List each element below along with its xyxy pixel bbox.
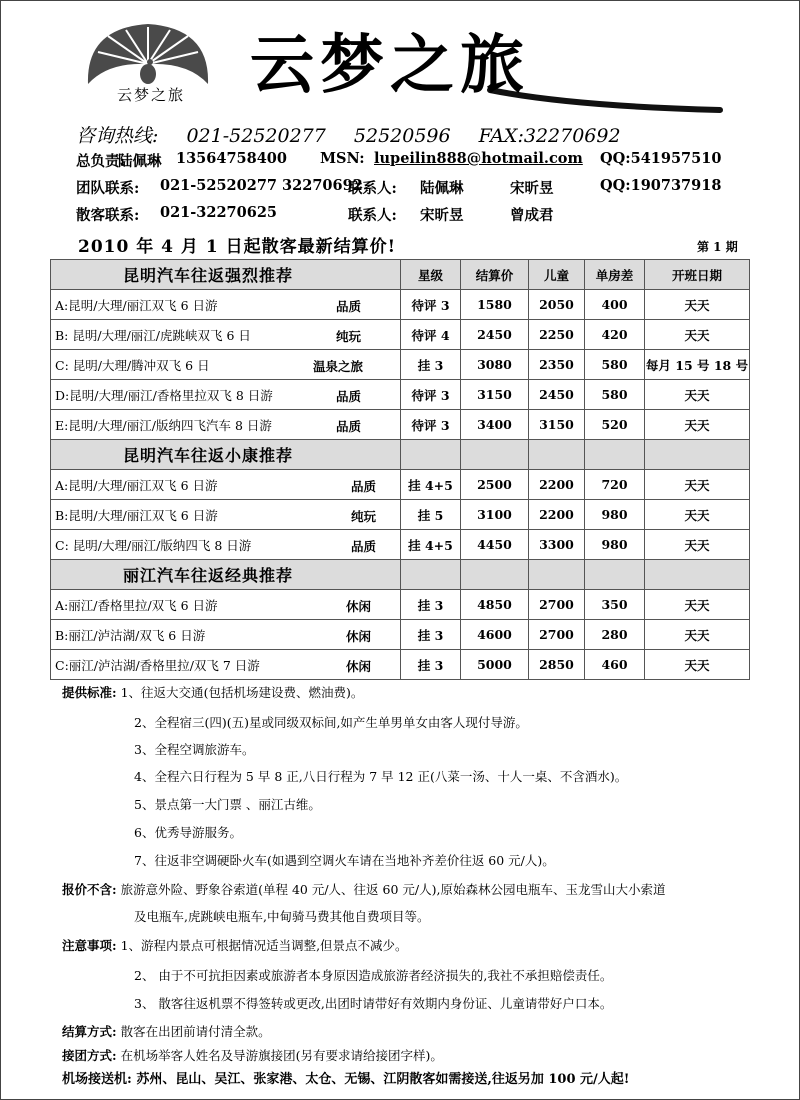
tour-child: 2350	[529, 350, 585, 380]
standard-item: 7、往返非空调硬卧火车(如遇到空调火车请在当地补齐差价往返 60 元/人)。	[134, 853, 555, 868]
tour-single: 420	[585, 320, 645, 350]
tour-child: 2050	[529, 290, 585, 320]
tour-name: B: 昆明/大理/丽江/虎跳峡双飞 6 日	[55, 327, 251, 343]
tour-dates: 天天	[645, 650, 750, 680]
tour-row[interactable]	[51, 620, 750, 650]
section-header-row	[51, 260, 750, 290]
team-contact-person-label: 联系人:	[348, 180, 397, 197]
tour-dates: 天天	[645, 470, 750, 500]
column-header: 单房差	[585, 260, 645, 290]
qq-2: QQ:190737918	[600, 177, 722, 194]
tour-row[interactable]	[51, 650, 750, 680]
attention-item	[62, 936, 408, 954]
standard-label: 提供标准:	[62, 685, 117, 700]
section-header-row	[51, 560, 750, 590]
settle-label: 结算方式:	[62, 1024, 117, 1039]
tour-row[interactable]	[51, 410, 750, 440]
meet-label: 接团方式:	[62, 1048, 117, 1063]
tour-star: 挂 3	[401, 620, 461, 650]
tour-star: 挂 5	[401, 500, 461, 530]
tour-single: 980	[585, 500, 645, 530]
tour-name-cell	[51, 290, 401, 320]
tour-single: 980	[585, 530, 645, 560]
manager-phone[interactable]: 13564758400	[176, 150, 287, 167]
settle-text: 散客在出团前请付清全款。	[120, 1024, 271, 1039]
individual-contact-person-label: 联系人:	[348, 207, 397, 224]
tour-name: C: 昆明/大理/腾冲双飞 6 日	[55, 357, 210, 373]
hotline-number-2[interactable]: 52520596	[353, 125, 451, 147]
tour-name: D:昆明/大理/丽江/香格里拉双飞 8 日游	[55, 387, 273, 403]
tour-name-cell	[51, 500, 401, 530]
attention-item: 3、 散客往返机票不得签转或更改,出团时请带好有效期内身份证、儿童请带好户口本。	[134, 996, 613, 1011]
tour-single: 400	[585, 290, 645, 320]
tour-dates: 天天	[645, 410, 750, 440]
tour-child: 2700	[529, 620, 585, 650]
tour-price: 3100	[461, 500, 529, 530]
standard-item-text: 1、往返大交通(包括机场建设费、燃油费)。	[120, 685, 364, 700]
tour-row[interactable]	[51, 500, 750, 530]
column-header: 儿童	[529, 260, 585, 290]
manager-name: 陆佩琳	[118, 153, 162, 170]
msn-label: MSN:	[320, 150, 365, 167]
attention-label: 注意事项:	[62, 938, 117, 953]
qq-1: QQ:541957510	[600, 150, 722, 167]
tour-dates: 天天	[645, 320, 750, 350]
attention-item: 2、 由于不可抗拒因素或旅游者本身原因造成旅游者经济损失的,我社不承担赔偿责任。	[134, 968, 613, 983]
tour-name-cell	[51, 620, 401, 650]
logo-caption: 云梦之旅	[116, 86, 185, 104]
fax-number: FAX:32270692	[478, 125, 621, 147]
tour-child: 2250	[529, 320, 585, 350]
tour-row[interactable]	[51, 320, 750, 350]
section-header-blank	[529, 440, 585, 470]
tour-star: 挂 3	[401, 350, 461, 380]
section-header-blank	[401, 440, 461, 470]
section-header-blank	[645, 560, 750, 590]
tour-child: 2450	[529, 380, 585, 410]
tour-row[interactable]	[51, 380, 750, 410]
issue-label: 第 1 期	[697, 240, 738, 254]
settle-row	[62, 1022, 271, 1040]
tour-child: 3300	[529, 530, 585, 560]
team-person-1: 陆佩琳	[420, 180, 464, 197]
exclude-text-2: 及电瓶车,虎跳峡电瓶车,中甸骑马费其他自费项目等。	[134, 909, 430, 924]
standard-item: 3、全程空调旅游车。	[134, 742, 255, 757]
tour-price: 3400	[461, 410, 529, 440]
tour-name-cell	[51, 320, 401, 350]
peacock-fan-icon	[78, 18, 218, 88]
tour-tag: 品质	[336, 389, 362, 404]
section-header-row	[51, 440, 750, 470]
tour-dates: 天天	[645, 530, 750, 560]
section-header-blank	[461, 560, 529, 590]
brand-title: 云梦之旅	[250, 29, 530, 103]
price-heading: 2010 年 4 月 1 日起散客最新结算价!	[78, 237, 397, 257]
tour-price: 3080	[461, 350, 529, 380]
exclude-text-1: 旅游意外险、野象谷索道(单程 40 元/人、往返 60 元/人),原始森林公园电瓶车、玉龙雪山大小索道	[120, 882, 666, 897]
tour-price: 1580	[461, 290, 529, 320]
tour-child: 2850	[529, 650, 585, 680]
individual-phone[interactable]: 021-32270625	[160, 204, 277, 221]
tour-star: 挂 3	[401, 590, 461, 620]
tour-price: 2500	[461, 470, 529, 500]
meet-row	[62, 1046, 443, 1064]
tour-tag: 休闲	[346, 629, 372, 644]
tour-name: C: 昆明/大理/丽江/版纳四飞 8 日游	[55, 537, 252, 553]
section-header-blank	[461, 440, 529, 470]
exclude-label: 报价不含:	[62, 882, 117, 897]
tour-tag: 品质	[351, 479, 377, 494]
tour-child: 2200	[529, 500, 585, 530]
column-header: 结算价	[461, 260, 529, 290]
tour-name: C:丽江/泸沽湖/香格里拉/双飞 7 日游	[55, 657, 260, 673]
tour-name-cell	[51, 590, 401, 620]
tour-single: 520	[585, 410, 645, 440]
tour-name-cell	[51, 410, 401, 440]
column-header: 开班日期	[645, 260, 750, 290]
tour-child: 2200	[529, 470, 585, 500]
tour-dates: 每月 15 号 18 号	[645, 350, 750, 380]
tour-dates: 天天	[645, 590, 750, 620]
team-label: 团队联系:	[76, 180, 140, 197]
team-phones[interactable]: 021-52520277 32270692	[160, 177, 363, 194]
tour-dates: 天天	[645, 500, 750, 530]
section-header-blank	[585, 560, 645, 590]
tour-row[interactable]	[51, 470, 750, 500]
tour-single: 280	[585, 620, 645, 650]
tour-price: 4450	[461, 530, 529, 560]
tour-name-cell	[51, 350, 401, 380]
tour-tag: 休闲	[346, 659, 372, 674]
section-title: 昆明汽车往返小康推荐	[51, 440, 401, 470]
section-title: 昆明汽车往返强烈推荐	[51, 260, 401, 290]
tour-star: 挂 3	[401, 650, 461, 680]
tour-name: A:昆明/大理/丽江双飞 6 日游	[55, 477, 218, 493]
individual-label: 散客联系:	[76, 207, 140, 224]
meet-text: 在机场举客人姓名及导游旗接团(另有要求请给接团字样)。	[120, 1048, 443, 1063]
tour-row[interactable]	[51, 290, 750, 320]
tour-tag: 休闲	[346, 599, 372, 614]
tour-tag: 纯玩	[336, 329, 362, 344]
tour-single: 460	[585, 650, 645, 680]
team-person-2: 宋昕昱	[510, 180, 554, 197]
tour-dates: 天天	[645, 290, 750, 320]
transfer-note: 机场接送机: 苏州、昆山、吴江、张家港、太仓、无锡、江阴散客如需接送,往返另加 100 元/人起!	[62, 1072, 630, 1087]
exclude-line-1	[62, 880, 665, 898]
tour-price: 5000	[461, 650, 529, 680]
attention-text-1: 1、游程内景点可根据情况适当调整,但景点不减少。	[120, 938, 408, 953]
individual-person-1: 宋昕昱	[420, 207, 464, 224]
tour-star: 待评 3	[401, 380, 461, 410]
section-header-blank	[401, 560, 461, 590]
tour-child: 3150	[529, 410, 585, 440]
standard-item	[62, 683, 363, 701]
tour-price: 4600	[461, 620, 529, 650]
tour-single: 350	[585, 590, 645, 620]
section-header-blank	[585, 440, 645, 470]
section-header-blank	[645, 440, 750, 470]
manager-label: 总负责:	[76, 153, 125, 170]
tour-name: B:丽江/泸沽湖/双飞 6 日游	[55, 627, 206, 643]
tour-row[interactable]	[51, 530, 750, 560]
tour-name: A:昆明/大理/丽江双飞 6 日游	[55, 297, 218, 313]
hotline-label: 咨询热线:	[76, 125, 159, 147]
tour-star: 挂 4+5	[401, 470, 461, 500]
tour-single: 580	[585, 380, 645, 410]
tour-name-cell	[51, 380, 401, 410]
msn-email-link[interactable]: lupeilin888@hotmail.com	[374, 150, 583, 167]
tour-price: 4850	[461, 590, 529, 620]
tour-name-cell	[51, 470, 401, 500]
tour-name-cell	[51, 650, 401, 680]
tour-price: 2450	[461, 320, 529, 350]
standard-item: 6、优秀导游服务。	[134, 825, 242, 840]
price-table	[50, 259, 750, 680]
tour-tag: 品质	[336, 299, 362, 314]
tour-name: A:丽江/香格里拉/双飞 6 日游	[55, 597, 218, 613]
tour-tag: 品质	[351, 539, 377, 554]
tour-name-cell	[51, 530, 401, 560]
hotline-number-1[interactable]: 021-52520277	[186, 125, 326, 147]
tour-price: 3150	[461, 380, 529, 410]
standard-item: 4、全程六日行程为 5 早 8 正,八日行程为 7 早 12 正(八菜一汤、十人一桌、不含酒水)。	[134, 769, 628, 784]
price-table-body	[51, 260, 750, 680]
tour-name: E:昆明/大理/丽江/版纳四飞汽车 8 日游	[55, 417, 272, 433]
tour-star: 挂 4+5	[401, 530, 461, 560]
tour-name: B:昆明/大理/丽江双飞 6 日游	[55, 507, 218, 523]
standard-item: 5、景点第一大门票 、丽江古维。	[134, 797, 321, 812]
column-header: 星级	[401, 260, 461, 290]
hotline-row	[76, 121, 643, 148]
tour-row[interactable]	[51, 590, 750, 620]
section-title: 丽江汽车往返经典推荐	[51, 560, 401, 590]
tour-star: 待评 3	[401, 290, 461, 320]
tour-star: 待评 3	[401, 410, 461, 440]
individual-person-2: 曾成君	[510, 207, 554, 224]
tour-star: 待评 4	[401, 320, 461, 350]
section-header-blank	[529, 560, 585, 590]
standard-item: 2、全程宿三(四)(五)星或同级双标间,如产生单男单女由客人现付导游。	[134, 715, 528, 730]
tour-single: 720	[585, 470, 645, 500]
tour-single: 580	[585, 350, 645, 380]
tour-dates: 天天	[645, 380, 750, 410]
tour-tag: 品质	[336, 419, 362, 434]
tour-tag: 温泉之旅	[313, 359, 364, 374]
tour-row[interactable]	[51, 350, 750, 380]
tour-child: 2700	[529, 590, 585, 620]
tour-dates: 天天	[645, 620, 750, 650]
tour-tag: 纯玩	[351, 509, 377, 524]
